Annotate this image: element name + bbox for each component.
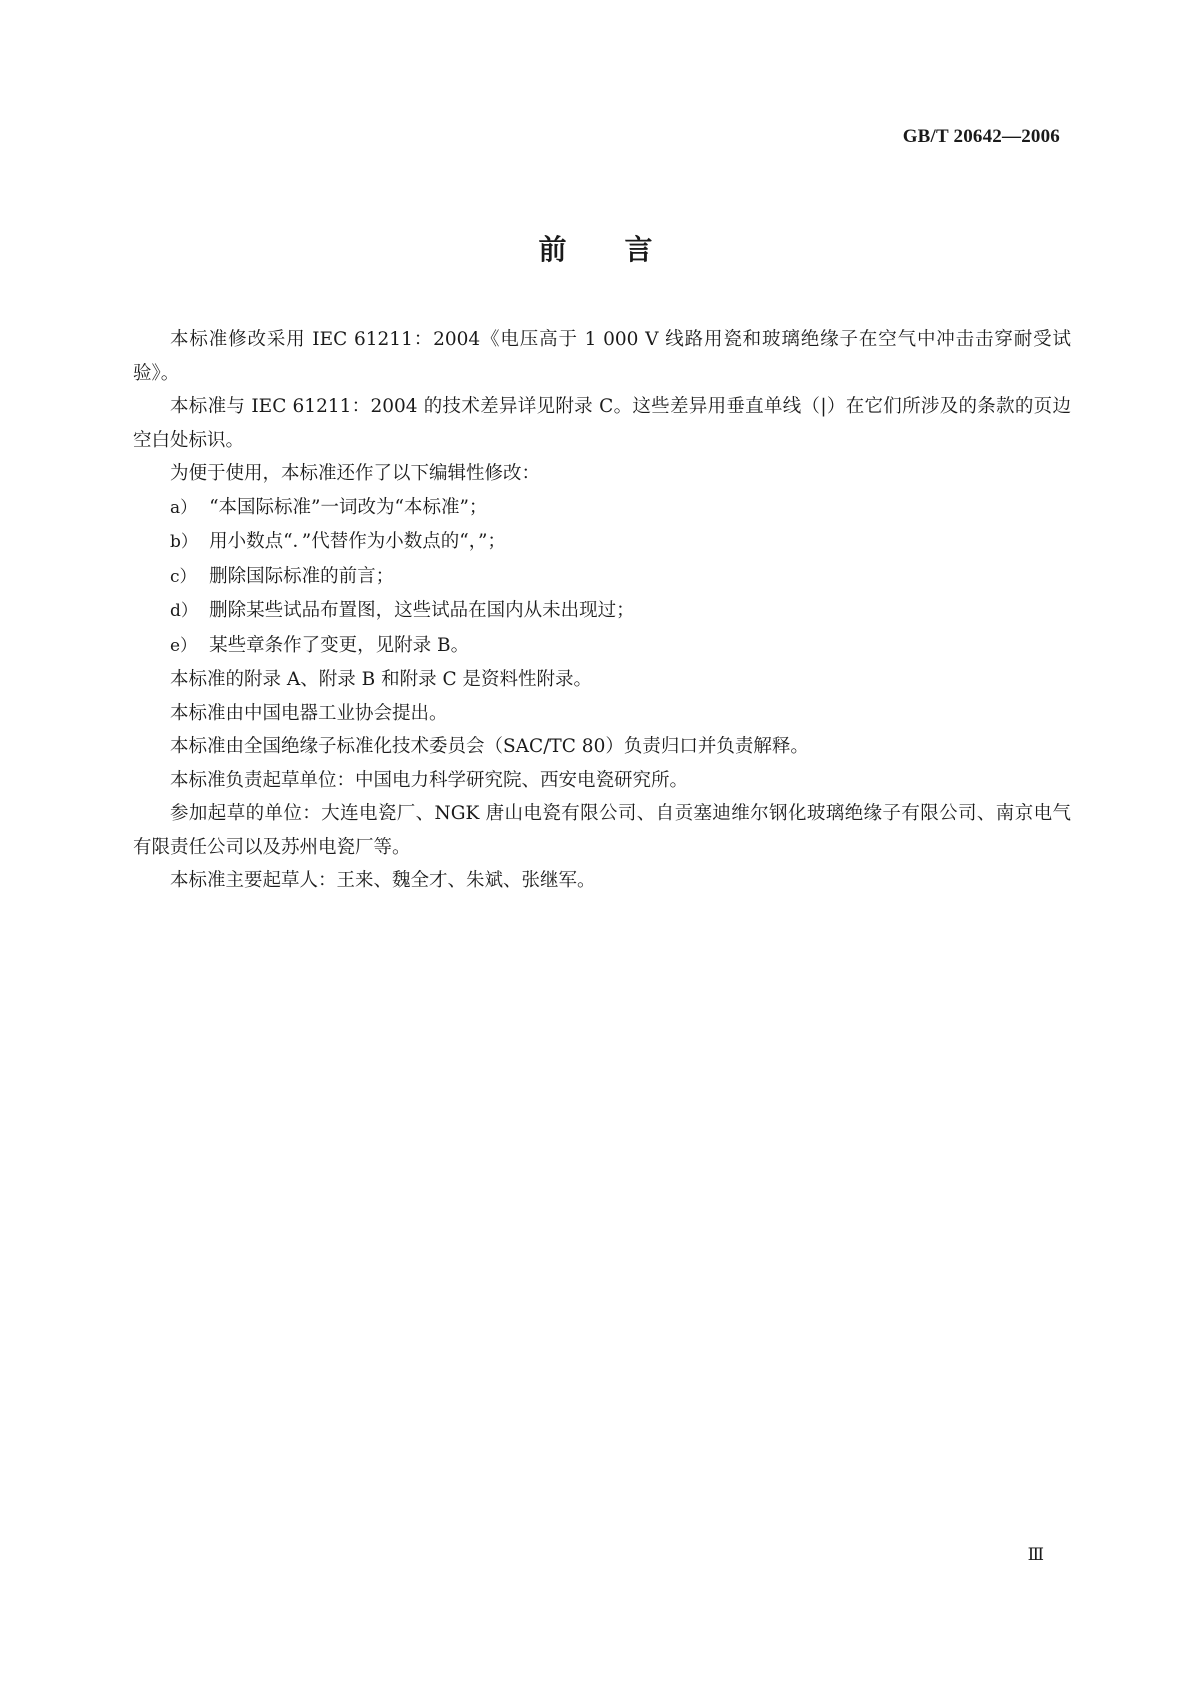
list-marker: a） [170,497,198,518]
paragraph-editorial-intro: 为便于使用，本标准还作了以下编辑性修改： [170,463,541,484]
list-item-text: 删除国际标准的前言； [209,565,395,587]
list-item [133,491,1071,526]
list-item [133,629,1071,664]
paragraph-annexes: 本标准的附录 A、附录 B 和附录 C 是资料性附录。 [170,669,593,690]
list-marker: d） [170,601,198,621]
list-marker: b） [170,532,198,552]
paragraph-committee: 本标准由全国绝缘子标准化技术委员会（SAC/TC 80）负责归口并负责解释。 [170,736,809,757]
list-item-text: 某些章条作了变更，见附录 B。 [209,634,470,656]
list-item-text: “本国际标准”一词改为“本标准”； [209,496,488,518]
list-item [133,560,1071,595]
list-item-text: 用小数点“．”代替作为小数点的“，”； [209,531,506,552]
standard-number: GB/T 20642—2006 [902,126,1060,147]
paragraph-proposer: 本标准由中国电器工业协会提出。 [170,702,448,724]
list-item-text: 删除某些试品布置图，这些试品在国内从未出现过； [209,600,635,621]
list-marker: c） [170,566,197,587]
paragraph-technical-differences: 本标准与 IEC 61211：2004 的技术差异详见附录 C。这些差异用垂直单线（|）在它们所涉及的条款的页边空白处标识。 [133,396,1071,451]
document-body [133,323,1071,898]
page-title: 前言 [538,233,711,266]
list-item [133,525,1071,560]
paragraph-adoption: 本标准修改采用 IEC 61211：2004《电压高于 1 000 V 线路用瓷和玻璃绝缘子在空气中冲击击穿耐受试验》。 [133,329,1071,384]
page-number: Ⅲ [1027,1545,1044,1564]
list-item [133,594,1071,629]
paragraph-participating-units: 参加起草的单位：大连电瓷厂、NGK 唐山电瓷有限公司、自贡塞迪维尔钢化玻璃绝缘子有限公司、南京电气有限责任公司以及苏州电瓷厂等。 [133,803,1071,858]
list-marker: e） [170,635,198,656]
paragraph-main-drafters: 本标准主要起草人：王来、魏全才、朱斌、张继军。 [170,870,596,891]
paragraph-drafting-units: 本标准负责起草单位：中国电力科学研究院、西安电瓷研究所。 [170,769,689,791]
